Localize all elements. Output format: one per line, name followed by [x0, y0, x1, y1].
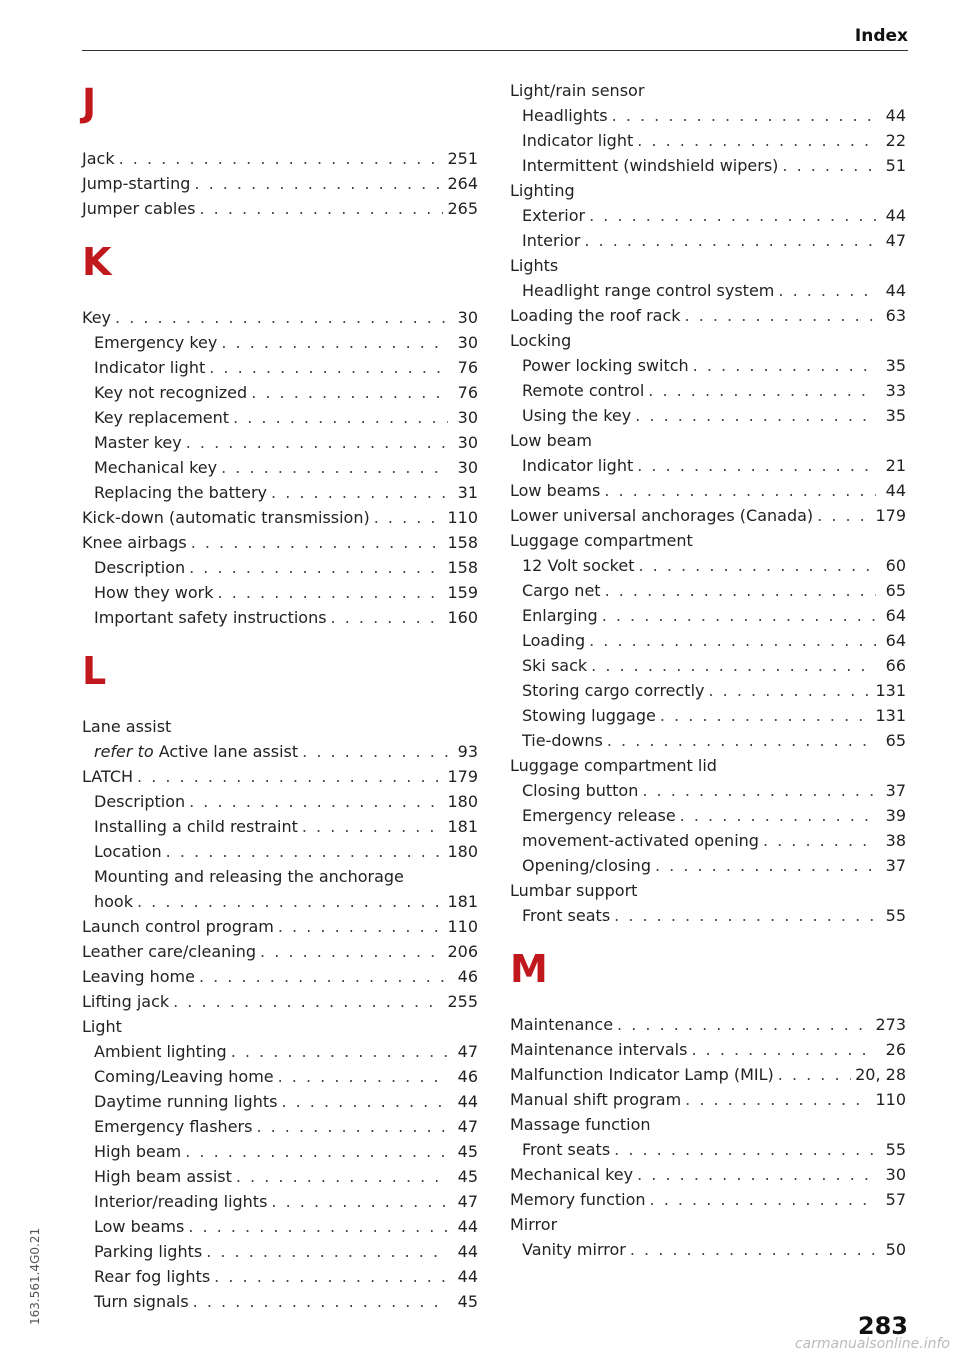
- index-subentry: Mechanical key . . . 30: [82, 455, 478, 480]
- index-subentry: How they work . . . 159: [82, 580, 478, 605]
- index-entry: Loading the roof rack . . . 63: [510, 303, 906, 328]
- index-subentry: Cargo net . . . 65: [510, 578, 906, 603]
- index-subentry: Remote control . . . 33: [510, 378, 906, 403]
- index-subentry: Installing a child restraint . . . 181: [82, 814, 478, 839]
- index-subentry: Closing button . . . 37: [510, 778, 906, 803]
- index-subentry: Storing cargo correctly . . . 131: [510, 678, 906, 703]
- index-subentry: Using the key . . . 35: [510, 403, 906, 428]
- index-entry: Maintenance intervals . . . 26: [510, 1037, 906, 1062]
- index-subentry: High beam assist . . . 45: [82, 1164, 478, 1189]
- index-subentry: Ski sack . . . 66: [510, 653, 906, 678]
- index-heading: Lighting: [510, 181, 575, 200]
- section-letter-j: J: [82, 81, 97, 125]
- index-subentry: Key not recognized . . . 76: [82, 380, 478, 405]
- index-heading: Massage function: [510, 1115, 651, 1134]
- index-subentry: Coming/Leaving home . . . 46: [82, 1064, 478, 1089]
- index-entry: Kick-down (automatic transmission) . . . 110: [82, 505, 478, 530]
- index-heading: Light: [82, 1017, 122, 1036]
- index-subentry: Important safety instructions . . . 160: [82, 605, 478, 630]
- index-subentry: Interior/reading lights . . . 47: [82, 1189, 478, 1214]
- index-entry: Mechanical key . . . 30: [510, 1162, 906, 1187]
- page-number: 283: [857, 1312, 908, 1340]
- index-subentry: Opening/closing . . . 37: [510, 853, 906, 878]
- index-subentry: Turn signals . . . 45: [82, 1289, 478, 1314]
- index-entry: Maintenance . . . 273: [510, 1012, 906, 1037]
- index-subentry: Description . . . 180: [82, 789, 478, 814]
- index-subentry: Power locking switch . . . 35: [510, 353, 906, 378]
- index-subentry: movement-activated opening . . . 38: [510, 828, 906, 853]
- index-subentry: Description . . . 158: [82, 555, 478, 580]
- watermark: carmanualsonline.info: [794, 1336, 950, 1352]
- index-entry: Launch control program . . . 110: [82, 914, 478, 939]
- index-entry: Jump-starting . . . 264: [82, 171, 478, 196]
- index-subentry: Indicator light . . . 76: [82, 355, 478, 380]
- index-subentry: Ambient lighting . . . 47: [82, 1039, 478, 1064]
- index-subentry: Daytime running lights . . . 44: [82, 1089, 478, 1114]
- index-heading: Luggage compartment lid: [510, 756, 717, 775]
- index-subentry: Rear fog lights . . . 44: [82, 1264, 478, 1289]
- index-subentry: Headlights . . . 44: [510, 103, 906, 128]
- index-subentry: Interior . . . 47: [510, 228, 906, 253]
- index-entry: Leather care/cleaning . . . 206: [82, 939, 478, 964]
- index-heading: Luggage compartment: [510, 531, 693, 550]
- index-heading: Lane assist: [82, 717, 172, 736]
- index-subentry: Intermittent (windshield wipers) . . . 51: [510, 153, 906, 178]
- document-code: 163.561.4G0.21: [28, 1227, 42, 1325]
- index-subentry: hook . . . 181: [82, 889, 478, 914]
- index-subentry: Key replacement . . . 30: [82, 405, 478, 430]
- index-subentry: High beam . . . 45: [82, 1139, 478, 1164]
- index-subentry: Emergency release . . . 39: [510, 803, 906, 828]
- section-letter-k: K: [82, 240, 112, 284]
- index-crossref: refer to Active lane assist . . . 93: [82, 739, 478, 764]
- index-heading: Low beam: [510, 431, 592, 450]
- index-subentry: Front seats . . . 55: [510, 1137, 906, 1162]
- index-entry: LATCH . . . 179: [82, 764, 478, 789]
- index-subentry: Enlarging . . . 64: [510, 603, 906, 628]
- index-subentry-line: Mounting and releasing the anchorage: [94, 867, 404, 886]
- index-entry: Low beams . . . 44: [510, 478, 906, 503]
- index-entry: Malfunction Indicator Lamp (MIL) . . . 20, 28: [510, 1062, 906, 1087]
- header-rule: [82, 50, 908, 51]
- index-heading: Light/rain sensor: [510, 81, 645, 100]
- index-heading: Lumbar support: [510, 881, 638, 900]
- index-entry: Key . . . 30: [82, 305, 478, 330]
- index-subentry: Stowing luggage . . . 131: [510, 703, 906, 728]
- index-subentry: Location . . . 180: [82, 839, 478, 864]
- index-heading: Locking: [510, 331, 572, 350]
- index-column-right: [510, 78, 906, 1262]
- index-subentry: Emergency key . . . 30: [82, 330, 478, 355]
- index-subentry: Front seats . . . 55: [510, 903, 906, 928]
- index-subentry: Master key . . . 30: [82, 430, 478, 455]
- index-entry: Lifting jack . . . 255: [82, 989, 478, 1014]
- index-subentry: 12 Volt socket . . . 60: [510, 553, 906, 578]
- index-entry: Knee airbags . . . 158: [82, 530, 478, 555]
- index-subentry: Indicator light . . . 22: [510, 128, 906, 153]
- index-entry: Manual shift program . . . 110: [510, 1087, 906, 1112]
- index-subentry: Replacing the battery . . . 31: [82, 480, 478, 505]
- index-subentry: Emergency flashers . . . 47: [82, 1114, 478, 1139]
- index-subentry: Loading . . . 64: [510, 628, 906, 653]
- index-subentry: Headlight range control system . . . 44: [510, 278, 906, 303]
- index-subentry: Vanity mirror . . . 50: [510, 1237, 906, 1262]
- index-heading: Lights: [510, 256, 559, 275]
- index-heading: Mirror: [510, 1215, 558, 1234]
- index-entry: Lower universal anchorages (Canada) . . . 179: [510, 503, 906, 528]
- index-subentry: Low beams . . . 44: [82, 1214, 478, 1239]
- index-subentry: Exterior . . . 44: [510, 203, 906, 228]
- index-entry: Leaving home . . . 46: [82, 964, 478, 989]
- section-letter-m: M: [510, 947, 548, 991]
- section-letter-l: L: [82, 649, 107, 693]
- index-column-left: [82, 78, 478, 1314]
- index-entry: Jack . . . 251: [82, 146, 478, 171]
- index-subentry: Tie-downs . . . 65: [510, 728, 906, 753]
- index-subentry: Indicator light . . . 21: [510, 453, 906, 478]
- index-entry: Memory function . . . 57: [510, 1187, 906, 1212]
- page-title: Index: [854, 26, 908, 46]
- index-entry: Jumper cables . . . 265: [82, 196, 478, 221]
- index-subentry: Parking lights . . . 44: [82, 1239, 478, 1264]
